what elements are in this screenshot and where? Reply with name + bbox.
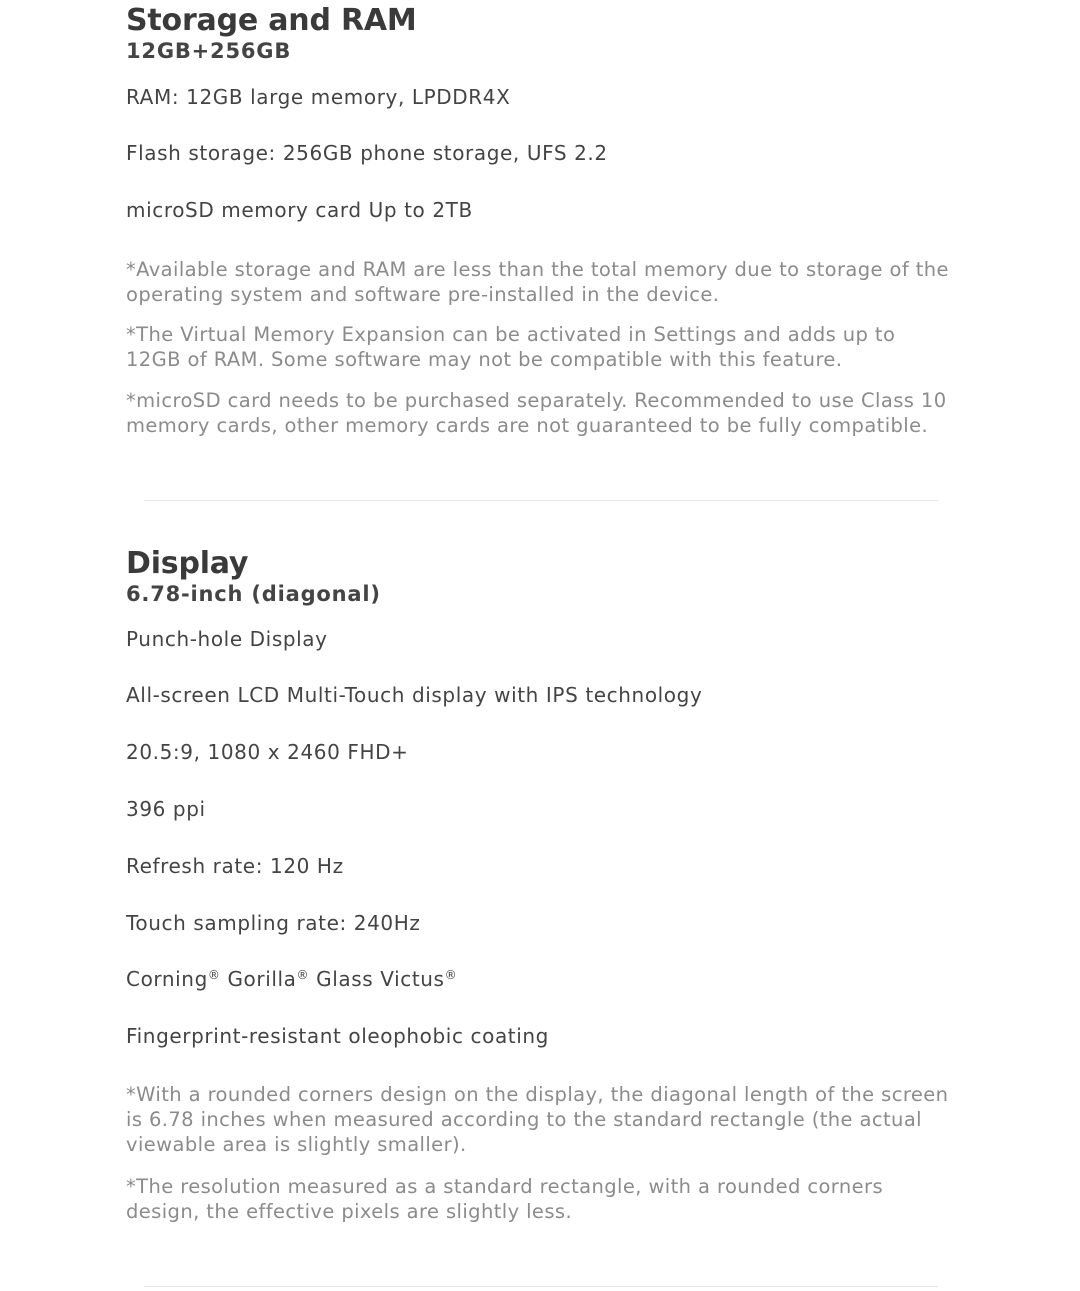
storage-spec-microsd: microSD memory card Up to 2TB [126, 198, 473, 222]
glass-brand-gorilla: Gorilla [220, 967, 297, 991]
storage-title: Storage and RAM [126, 3, 417, 38]
display-spec-glass [126, 966, 956, 992]
storage-spec-ram: RAM: 12GB large memory, LPDDR4X [126, 85, 511, 109]
display-note-resolution: *The resolution measured as a standard rectangle, with a rounded corners design, the effective pixels are slightly less. [126, 1175, 884, 1223]
registered-mark: ® [207, 968, 221, 982]
storage-section [126, 4, 956, 64]
storage-spec-flash: Flash storage: 256GB phone storage, UFS 2.2 [126, 141, 608, 165]
registered-mark: ® [296, 968, 310, 982]
glass-brand-victus: Glass Victus [309, 967, 445, 991]
display-title: Display [126, 546, 249, 581]
storage-note-virtual-memory: *The Virtual Memory Expansion can be activated in Settings and adds up to 12GB of RAM. Some software may not be compatible with this feature. [126, 323, 896, 371]
glass-brand-corning: Corning [126, 967, 208, 991]
display-subtitle: 6.78-inch (diagonal) [126, 582, 381, 606]
storage-subtitle: 12GB+256GB [126, 39, 292, 63]
display-spec-ppi: 396 ppi [126, 797, 206, 821]
storage-note-microsd: *microSD card needs to be purchased separately. Recommended to use Class 10 memory cards, other memory cards are not guaranteed to be fully compatible. [126, 389, 947, 437]
display-spec-coating: Fingerprint-resistant oleophobic coating [126, 1024, 549, 1048]
display-spec-refresh-rate: Refresh rate: 120 Hz [126, 854, 344, 878]
display-spec-punch-hole: Punch-hole Display [126, 627, 328, 651]
display-spec-resolution: 20.5:9, 1080 x 2460 FHD+ [126, 740, 409, 764]
registered-mark: ® [444, 968, 458, 982]
display-note-rounded-corners: *With a rounded corners design on the display, the diagonal length of the screen is 6.78 inches when measured according to the standard rectangle (the actual viewable area is slightly smaller). [126, 1083, 949, 1156]
display-spec-lcd: All-screen LCD Multi-Touch display with IPS technology [126, 683, 703, 707]
display-spec-touch-sampling: Touch sampling rate: 240Hz [126, 911, 421, 935]
section-divider [144, 1286, 938, 1287]
section-divider [144, 500, 938, 501]
display-section [126, 547, 956, 607]
storage-note-available: *Available storage and RAM are less than the total memory due to storage of the operating system and software pre-installed in the device. [126, 258, 949, 306]
